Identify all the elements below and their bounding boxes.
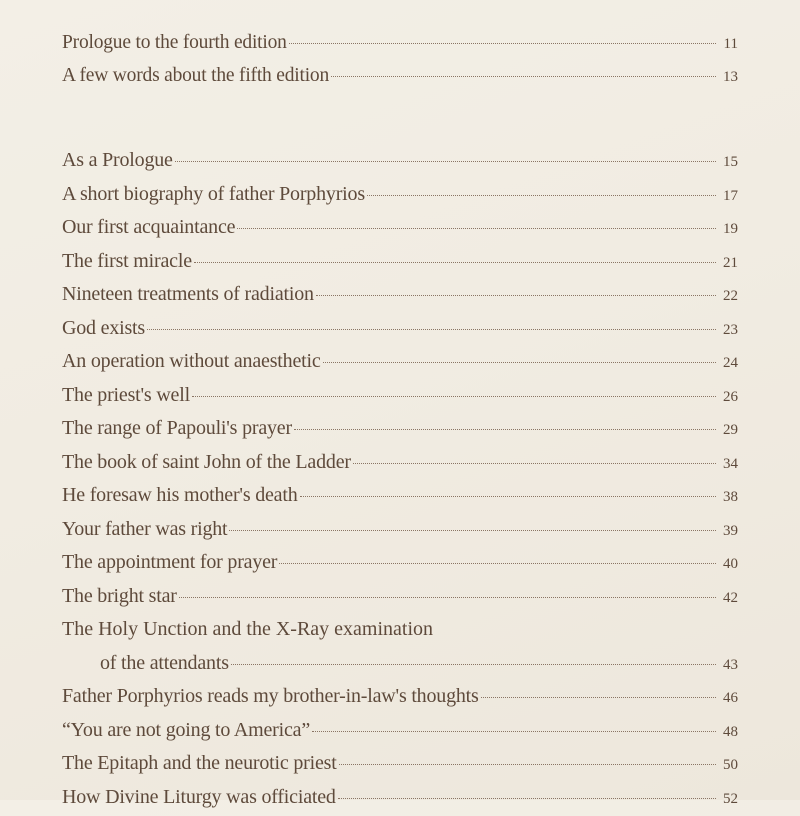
toc-entry-page: 13	[718, 61, 738, 94]
toc-entry-page: 46	[718, 682, 738, 716]
toc-entry-title: God exists	[62, 312, 145, 346]
dot-leader	[481, 697, 716, 698]
dot-leader	[237, 228, 716, 229]
toc-entry-title-line2: of the attendants	[100, 647, 229, 681]
toc-entry-page: 38	[718, 481, 738, 515]
toc-entry-title: “You are not going to America”	[62, 714, 310, 748]
toc-front-matter	[62, 26, 738, 92]
toc-main-entries	[62, 144, 738, 814]
toc-entry-page: 39	[718, 515, 738, 549]
toc-entry-title: Father Porphyrios reads my brother-in-law's thoughts	[62, 680, 479, 714]
dot-leader	[316, 295, 716, 296]
toc-entry-page: 22	[718, 280, 738, 314]
toc-entry	[62, 211, 738, 245]
dot-leader	[300, 496, 716, 497]
dot-leader	[194, 262, 716, 263]
toc-entry-page: 11	[718, 28, 738, 61]
toc-entry-page: 21	[718, 247, 738, 281]
toc-entry	[62, 59, 738, 92]
toc-entry	[62, 781, 738, 815]
dot-leader	[312, 731, 716, 732]
toc-entry-title: How Divine Liturgy was officiated	[62, 781, 336, 815]
toc-entry-page: 40	[718, 548, 738, 582]
toc-entry-title: The book of saint John of the Ladder	[62, 446, 351, 480]
toc-entry-title: He foresaw his mother's death	[62, 479, 298, 513]
toc-entry	[62, 747, 738, 781]
toc-entry	[62, 144, 738, 178]
dot-leader	[231, 664, 716, 665]
toc-entry-page: 48	[718, 716, 738, 750]
dot-leader	[147, 329, 716, 330]
toc-entry-continuation	[62, 647, 738, 681]
toc-entry	[62, 278, 738, 312]
toc-entry	[62, 680, 738, 714]
dot-leader	[294, 429, 716, 430]
toc-entry-title: The Epitaph and the neurotic priest	[62, 747, 337, 781]
toc-entry-title: The bright star	[62, 580, 177, 614]
toc-entry-page: 23	[718, 314, 738, 348]
dot-leader	[367, 195, 716, 196]
dot-leader	[279, 563, 716, 564]
toc-entry-title-line1: The Holy Unction and the X-Ray examination	[62, 613, 738, 647]
toc-entry-page: 50	[718, 749, 738, 783]
toc-entry	[62, 714, 738, 748]
toc-entry-page: 15	[718, 146, 738, 180]
toc-entry-title: A few words about the fifth edition	[62, 59, 329, 92]
toc-entry-page: 26	[718, 381, 738, 415]
toc-entry	[62, 312, 738, 346]
dot-leader	[192, 396, 716, 397]
dot-leader	[353, 463, 716, 464]
toc-entry-page: 43	[718, 649, 738, 683]
toc-entry-title: The range of Papouli's prayer	[62, 412, 292, 446]
toc-entry	[62, 26, 738, 59]
toc-entry	[62, 178, 738, 212]
toc-entry-title: An operation without anaesthetic	[62, 345, 321, 379]
toc-entry-two-line	[62, 613, 738, 680]
toc-entry	[62, 546, 738, 580]
toc-entry	[62, 580, 738, 614]
toc-entry-title: The appointment for prayer	[62, 546, 277, 580]
toc-entry-title: The priest's well	[62, 379, 190, 413]
dot-leader	[339, 764, 716, 765]
toc-entry	[62, 479, 738, 513]
toc-entry-title: The first miracle	[62, 245, 192, 279]
toc-entry	[62, 412, 738, 446]
toc-entry-page: 34	[718, 448, 738, 482]
dot-leader	[179, 597, 716, 598]
toc-entry-title: Our first acquaintance	[62, 211, 235, 245]
toc-entry-page: 17	[718, 180, 738, 214]
toc-entry-title: A short biography of father Porphyrios	[62, 178, 365, 212]
toc-entry-page: 24	[718, 347, 738, 381]
toc-entry	[62, 345, 738, 379]
dot-leader	[289, 43, 716, 44]
toc-entry-title: Your father was right	[62, 513, 227, 547]
toc-entry-title: Prologue to the fourth edition	[62, 26, 287, 59]
dot-leader	[331, 76, 716, 77]
toc-entry	[62, 379, 738, 413]
dot-leader	[323, 362, 716, 363]
toc-entry	[62, 513, 738, 547]
toc-entry-page: 29	[718, 414, 738, 448]
toc-entry-page: 19	[718, 213, 738, 247]
toc-entry-title: As a Prologue	[62, 144, 173, 178]
dot-leader	[229, 530, 716, 531]
toc-entry-page: 42	[718, 582, 738, 616]
dot-leader	[175, 161, 716, 162]
toc-entry-page: 52	[718, 783, 738, 816]
dot-leader	[338, 798, 716, 799]
toc-entry	[62, 446, 738, 480]
toc-entry-title: Nineteen treatments of radiation	[62, 278, 314, 312]
toc-entry	[62, 245, 738, 279]
